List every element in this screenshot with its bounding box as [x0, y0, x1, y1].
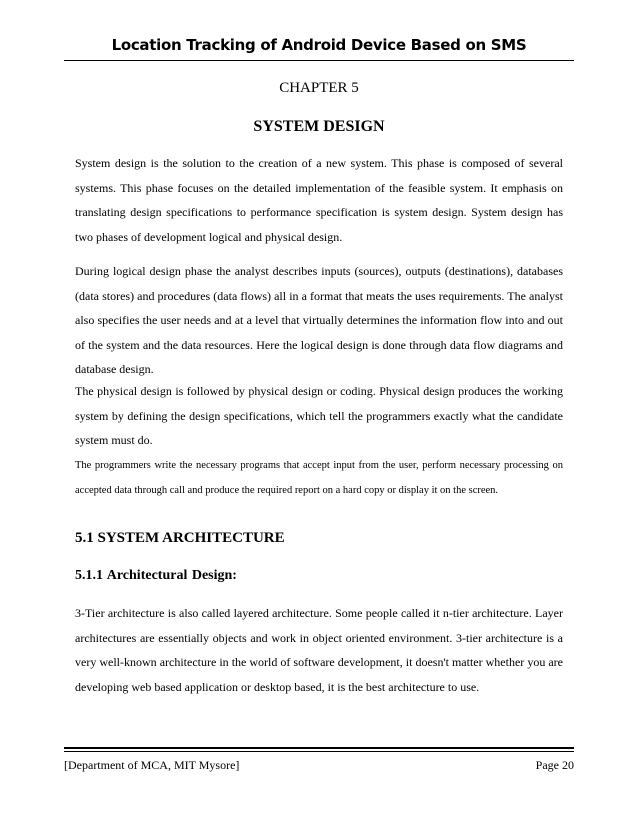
- paragraph-programmers: The programmers write the necessary programs that accept input from the user, perform necessary processing on accepted data through call and produce the required report on a hard copy or display it on the screen.: [75, 460, 563, 496]
- paragraph-system-design-intro: System design is the solution to the creation of a new system. This phase is composed of several systems. This phase focuses on the detailed implementation of the feasible system. It emphasis on translating design specifications to performance specification is system design. System design has two phases of development logical and physical design.: [75, 156, 563, 244]
- paragraph-logical-design: During logical design phase the analyst describes inputs (sources), outputs (destinations), databases (data stores) and procedures (data flows) all in a format that meats the uses requirements. The analyst also specifies the user needs and at a level that virtually determines the information flow into and out of the system and the data resources. Here the logical design is done through data flow diagrams and database design.: [75, 264, 563, 376]
- header-divider: [64, 60, 574, 61]
- paragraph-physical-design: The physical design is followed by physical design or coding. Physical design produces the working system by defining the design specifications, which tell the programmers exactly what the candidate system must do.: [75, 384, 563, 447]
- footer-divider: [64, 747, 574, 749]
- paragraph-3-tier-architecture: 3-Tier architecture is also called layered architecture. Some people called it n-tier architecture. Layer architectures are essentially objects and work in object oriented environment. 3-tier architecture is a very well-known architecture in the world of software development, it doesn't matter whether you are developing web based application or desktop based, it is the best architecture to use.: [75, 606, 563, 694]
- subsection-heading-architectural-design: 5.1.1 Architectural Design:: [75, 568, 237, 583]
- footer-department: [Department of MCA, MIT Mysore]: [64, 758, 240, 772]
- footer-page-number: Page 20: [535, 758, 574, 772]
- running-header-title: Location Tracking of Android Device Based on SMS: [111, 36, 527, 54]
- section-heading-system-architecture: 5.1 SYSTEM ARCHITECTURE: [75, 530, 285, 546]
- footer-divider-thin: [64, 751, 574, 752]
- chapter-label: CHAPTER 5: [279, 80, 359, 96]
- chapter-title: SYSTEM DESIGN: [253, 118, 385, 135]
